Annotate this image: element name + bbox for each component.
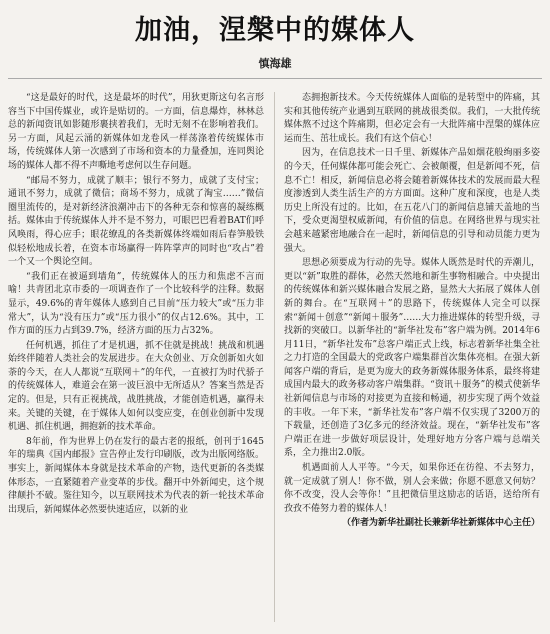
paragraph: 思想必须要成为行动的先导。媒体人既然是时代的弄潮儿，更以“新”取胜的群体，必然天然地和新生事物相融合。中央提出的传统媒体和新兴媒体融合发展之路，显然大大拓展了媒体人创新的舞台。在“互联网＋”的思路下，传统媒体人完全可以探索“新闻＋创意”“新闻＋服务”……大力推进媒体的转型升级，寻找新的突破口。以新华社的“新华社发布”客户端为例。2014年6月11日，“新华社发布”总客户端正式上线，标志着新华社集全社之力打造的全国最大的党政客户端集群首次集体亮相。在强大新闻客户端的背后，是更为庞大的政务新媒体服务体系，最终将建成国内最大的政务移动客户端集群。“资讯＋服务”的模式使新华社新闻信息与市场的对接更为直接和畅通，初步实现了两个效益的丰收。一年下来，“新华社发布”客户端不仅实现了3200万的下载量，还创造了3亿多元的经济效益。现在，“新华社发布”客户端正在进一步做好项层设计，处理好地方分客户端与总端关系，全力推出2.0版。 [284, 258, 540, 459]
paragraph: 态拥抱新技术。今天传统媒体人面临的是转型中的阵痛，其实和其他传统产业遇到互联网的挑战很类似。我们，一大批传统媒体熬不过这个阵痛期，但必定会有一大批阵痛中涅槃的媒体应运而生、茁壮成长。我们有这个信心！ [284, 93, 540, 144]
column-divider [274, 92, 275, 622]
paragraph: “邮局不努力，成就了顺丰；银行不努力，成就了支付宝；通讯不努力，成就了微信；商场不努力，成就了淘宝……”微信圈里流传的，是对新经济浪潮冲击下的各种无奈和惊喜的凝练概括。媒体由于传统媒体人并不是不努力，可眼巴巴看着BAT们呼风唤雨，得心应手；眼花缭乱的各类新媒体终端如雨后春笋般铁似轻松地成长着，在资本市场赢得一阵阵掌声的同时也“攻占”着一个又一个舆论空间。 [8, 175, 264, 268]
paragraph: “这是最好的时代，这是最坏的时代”，用狄更斯这句名言形容当下中国传媒业，或许是贴切的。一方面，信息爆炸，林林总总的新闻资讯如影随形裹挟着我们，无时无刻不在影响着我们。另一方面，风起云涌的新媒体如龙卷风一样荡涤着传统媒体市场，传统媒体人第一次感到了市场和资本的力量叠加，连同舆论场的媒体人都不得不声嘶地考虑何以生存问题。 [8, 93, 264, 171]
paragraph: 因为，在信息技术一日千里、新媒体产品如烟花般绚丽多姿的今天，任何媒体都可能会死亡、会被颠覆，但是新闻不死，信息不亡！相反，新闻信息必将会随着新媒体技术的发展而最大程度渗透到人类生活生产的方方面面。这种广度和深度，也是人类历史上所没有过的。比如，在五花八门的新闻信息铺天盖地的当下，受众更渴望权威新闻，有价值的信息。在网络世界与现实社会越来越紧密地融合在一起时，新闻信息的引导和动员能力更为强大。 [284, 148, 540, 254]
paragraph: “我们正在被逼到墙角”，传统媒体人的压力和焦虑不言而喻！共青团北京市委的一项调查作了一个比较科学的注释。数据显示，49.6%的青年媒体人感到自己目前“压力较大”或“压力非常大”，认为“没有压力”或“压力很小”的仅占12.6%。其中，工作方面的压力占到39.7%，经济方面的压力占32%。 [8, 271, 264, 337]
author-note: （作者为新华社副社长兼新华社新媒体中心主任） [341, 518, 540, 529]
right-column [284, 92, 540, 628]
header-rule [8, 78, 542, 79]
paragraph: 任何机遇，抓住了才是机遇，抓不住就是挑战！挑战和机遇始终伴随着人类社会的发展进步。在大众创业、万众创新如火如荼的今天，在人人都说“互联网＋”的年代，一直被打为时代骄子的传统媒体人，难道会在第一波巨浪中无所适从？答案当然是否定的。但是，只有正视挑战，战胜挑战，才能创造机遇，赢得未来。关键的关键，在于媒体人如何以变应变，在创业创新中发现机遇、抓住机遇，拥抱新的技术革命。 [8, 340, 264, 433]
paragraph: 8年前，作为世界上仍在发行的最古老的报纸，创刊于1645年的瑞典《国内邮报》宣告停止发行印刷版，改为出版网络版。事实上，新闻媒体本身就是技术革命的产物，迭代更新的各类媒体形态，一直紧随着产业变革的步伐。翻开中外新闻史，这个规律颠扑不破。鉴往知今，以互联网技术为代表的新一轮技术革命出现后，新闻媒体必然要快速适应，以新的业 [8, 436, 264, 515]
left-column [8, 92, 264, 628]
article-title: 加油，涅槃中的媒体人 [135, 15, 415, 46]
paragraph: 机遇面前人人平等。“今天，如果你还在彷徨、不去努力，就一定成就了别人！你不做，别人会来做；你愿不愿意又何妨？你不改变，没人会等你！”且把微信里这励志的话语，送给所有孜孜不倦努力着的媒体人！ [284, 463, 540, 514]
article-byline: 慎海雄 [258, 57, 292, 70]
